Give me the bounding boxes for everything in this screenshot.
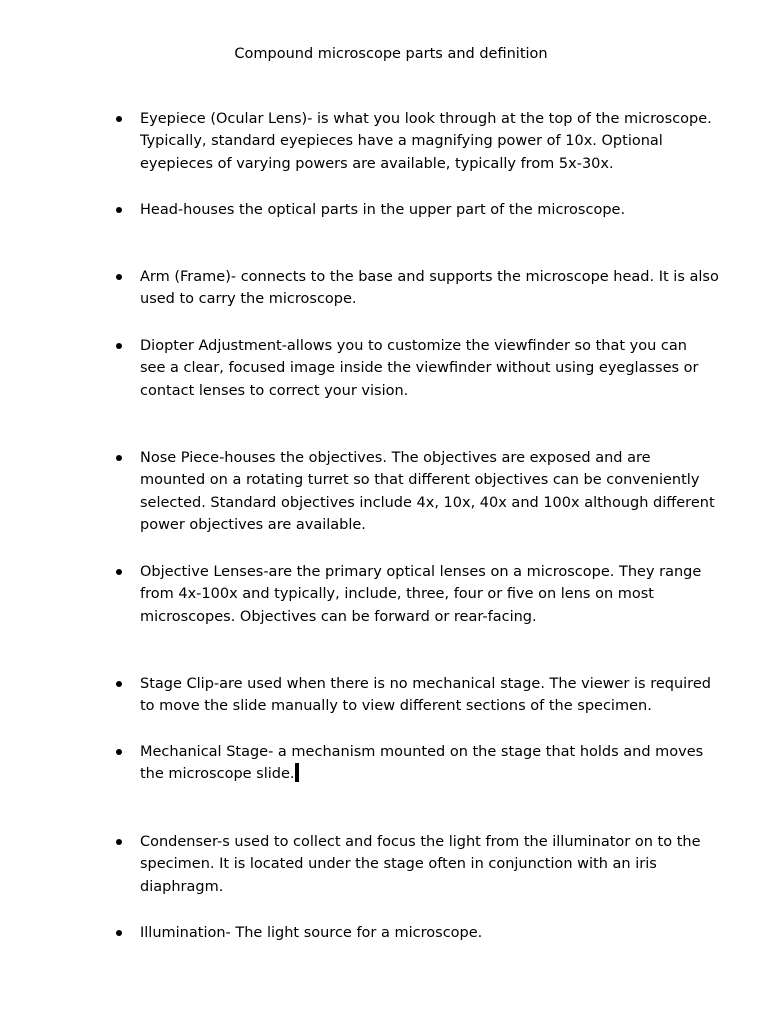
list-item-condenser: [114, 831, 734, 898]
text-line: Nose Piece-houses the objectives. The objectives are exposed and are: [140, 450, 651, 466]
list-item-text: [140, 922, 734, 944]
text-line: microscopes. Objectives can be forward or rear-facing.: [140, 608, 537, 625]
list-item-arm: [114, 266, 734, 311]
text-line: Arm (Frame)- connects to the base and supports the microscope head. It is also: [140, 269, 719, 285]
list-item-text: [140, 741, 734, 786]
document-title: Compound microscope parts and definition: [234, 46, 548, 62]
text-cursor: [295, 763, 299, 782]
list-item-text: [140, 199, 734, 221]
list-item-mechanical-stage: [114, 741, 734, 786]
text-line: Objective Lenses-are the primary optical lenses on a microscope. They range: [140, 564, 702, 580]
text-line: selected. Standard objectives include 4x, 10x, 40x and 100x although different: [140, 494, 715, 511]
list-item-nose-piece: [114, 447, 734, 536]
text-line: Condenser-s used to collect and focus the light from the illuminator on to the: [140, 834, 701, 850]
text-line: Mechanical Stage- a mechanism mounted on the stage that holds and moves: [140, 744, 704, 760]
bullet-icon: [116, 274, 122, 280]
text-line: eyepieces of varying powers are available, typically from 5x-30x.: [140, 155, 614, 172]
list-item-text: [140, 266, 734, 311]
bullet-icon: [116, 116, 122, 122]
text-line: used to carry the microscope.: [140, 291, 357, 308]
list-item-text: [140, 335, 734, 402]
bullet-icon: [116, 930, 122, 936]
bullet-icon: [116, 455, 122, 461]
text-line: contact lenses to correct your vision.: [140, 382, 409, 399]
text-line: Diopter Adjustment-allows you to customize the viewfinder so that you can: [140, 338, 687, 354]
list-item-illumination: [114, 922, 734, 944]
text-line: power objectives are available.: [140, 516, 366, 533]
text-line: Head-houses the optical parts in the upper part of the microscope.: [140, 202, 626, 218]
text-line: Typically, standard eyepieces have a magnifying power of 10x. Optional: [140, 133, 663, 150]
text-line: from 4x-100x and typically, include, three, four or five on lens on most: [140, 586, 654, 603]
list-item-head: [114, 199, 734, 221]
list-item-eyepiece: [114, 108, 734, 175]
list-item-text: [140, 673, 734, 718]
text-line: mounted on a rotating turret so that different objectives can be conveniently: [140, 472, 700, 489]
text-line: Eyepiece (Ocular Lens)- is what you look through at the top of the microscope.: [140, 111, 712, 127]
bullet-icon: [116, 839, 122, 845]
list-item-stage-clip: [114, 673, 734, 718]
text-line: see a clear, focused image inside the viewfinder without using eyeglasses or: [140, 360, 699, 377]
text-line: Illumination- The light source for a microscope.: [140, 925, 483, 941]
list-item-objective-lenses: [114, 561, 734, 628]
bullet-icon: [116, 569, 122, 575]
text-line-with-cursor[interactable]: [140, 763, 734, 785]
list-item-text: [140, 831, 734, 898]
bullet-icon: [116, 207, 122, 213]
text-line: specimen. It is located under the stage often in conjunction with an iris: [140, 856, 657, 873]
list-item-diopter-adjustment: [114, 335, 734, 402]
text-line: Stage Clip-are used when there is no mechanical stage. The viewer is required: [140, 676, 711, 692]
list-item-text: [140, 108, 734, 175]
bullet-icon: [116, 681, 122, 687]
bullet-icon: [116, 749, 122, 755]
bullet-icon: [116, 343, 122, 349]
list-item-text: [140, 447, 734, 536]
list-item-text: [140, 561, 734, 628]
text-line: the microscope slide.: [140, 766, 295, 783]
text-line: to move the slide manually to view different sections of the specimen.: [140, 698, 652, 715]
text-line: diaphragm.: [140, 878, 224, 895]
